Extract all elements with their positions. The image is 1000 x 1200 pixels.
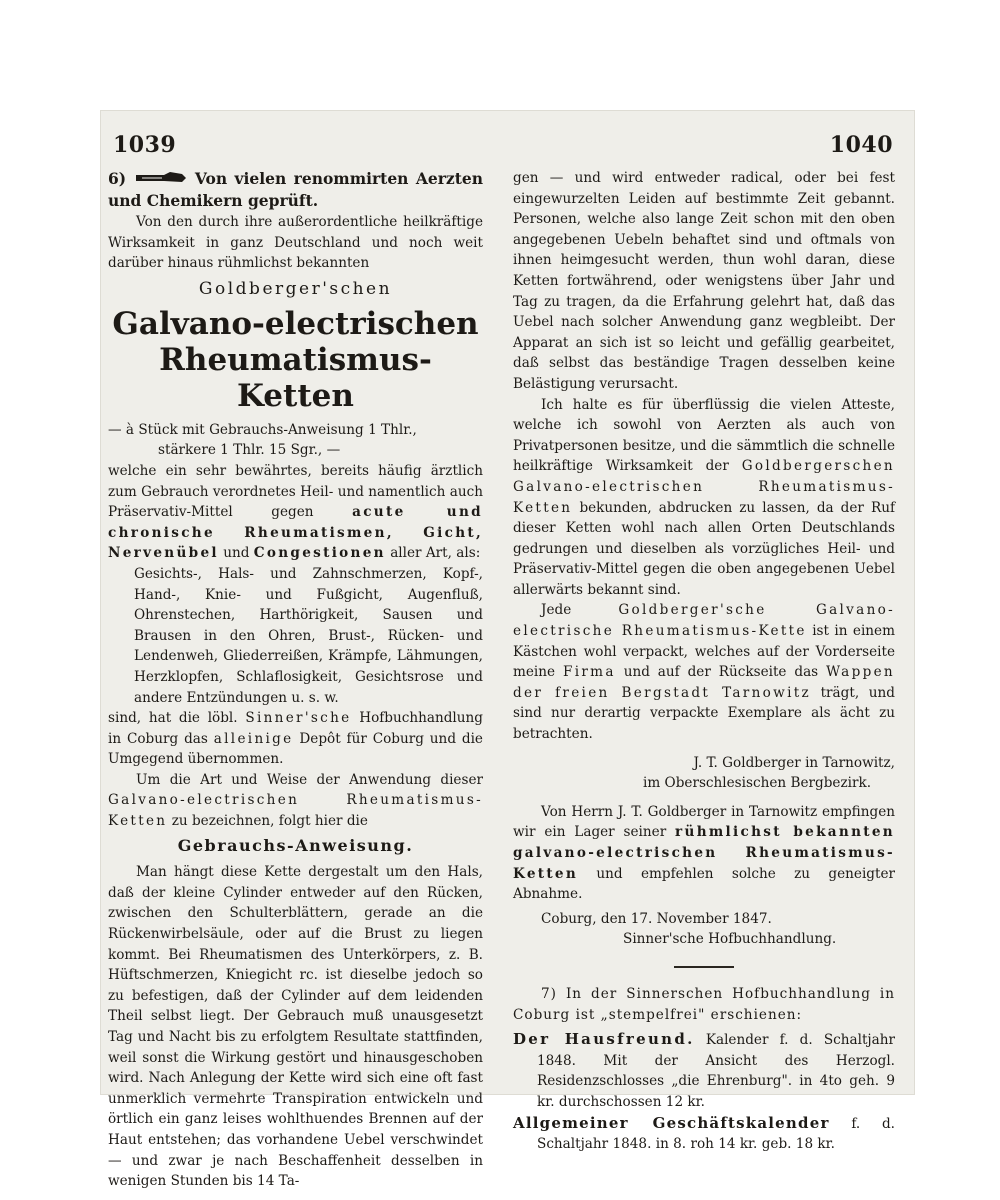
continuation-paragraph: gen — und wird entweder radical, oder bei fest eingewurzelten Leiden auf bestimmte Zeit gebannt. Personen, welche also lange Zeit schon mit den oben angegebenen Uebeln behaftet sind und oftmals von ihnen heimgesucht werden, thun wohl daran, diese Ketten fortwährend, oder wenigstens über Jahr und Tag zu tragen, da die Erfahrung gelehrt hat, daß das Uebel nach solcher Anwendung ganz wegbleibt. Der Apparat an sich ist so leicht und gefällig gearbeitet, daß selbst das beständige Tragen desselben keine Belästigung verursacht.	[513, 170, 895, 392]
attest-text-1: Ich halte es für überflüssig die vielen Atteste, welche ich sowohl von Aerzten als auch von Privatpersonen besitze, und die sämmtlich die schnelle heilkräftige Wirksamkeit der	[513, 396, 895, 475]
packaging-paragraph	[513, 600, 895, 744]
section-divider	[674, 966, 734, 968]
depot-emphasis: alleinige	[213, 730, 294, 747]
price-line-2: stärkere 1 Thlr. 15 Sgr., —	[158, 442, 341, 459]
usage-intro	[108, 770, 483, 832]
page-number-left: 1039	[113, 132, 177, 158]
item-7-heading: 7) In der Sinnerschen Hofbuchhandlung in Coburg ist „stempelfrei" erschienen:	[513, 985, 895, 1023]
notice-text-2: und empfehlen solche zu geneigter Abnahme.	[513, 865, 895, 903]
attest-emphasis: Goldbergerschen Galvano-electrischen Rheumatismus-Ketten	[513, 458, 895, 516]
packaging-emphasis: Goldberger'sche Galvano-electrische Rheumatismus-Kette	[513, 602, 895, 640]
book-entry-1	[513, 1029, 895, 1112]
book-1-details: Kalender f. d. Schaltjahr 1848. Mit der Ansicht des Herzogl. Residenzschlosses „die Ehrenburg". in 4to geh. 9 kr. durchschossen 12 kr.	[537, 1032, 895, 1110]
book-entry-2	[513, 1113, 895, 1155]
date-line: Coburg, den 17. November 1847.	[541, 910, 772, 927]
intro-paragraph: Von den durch ihre außerordentliche heilkräftige Wirksamkeit in ganz Deutschland und noch weit darüber hinaus rühmlichst bekannten	[108, 214, 483, 272]
description-paragraph	[108, 461, 483, 564]
packaging-text-3: und auf der Rückseite das	[623, 664, 819, 681]
book-2-details: f. d. Schaltjahr 1848. in 8. roh 14 kr. geb. 18 kr.	[537, 1115, 895, 1153]
ailments-list: Gesichts-, Hals- und Zahnschmerzen, Kopf-, Hand-, Knie- und Fußgicht, Augenfluß, Ohrenstechen, Harthörigkeit, Sausen und Brausen in den Ohren, Brust-, Rücken- und Lendenweh, Gliederreißen, Krämpfe, Lähmungen, Herzklopfen, Schlaflosigkeit, Gesichtsrose und andere Entzündungen u. s. w.	[134, 565, 483, 706]
depot-paragraph	[108, 708, 483, 770]
signature-line-1: J. T. Goldberger in Tarnowitz,	[693, 754, 895, 771]
instructions-paragraph: Man hängt diese Kette dergestalt um den Hals, daß der kleine Cylinder entweder auf den Rücken, zwischen den Schulterblättern, gerade an die Rückenwirbelsäule, oder auf die Brust zu liegen kommt. Bei Rheumatismen des Unterkörpers, z. B. Hüftschmerzen, Kniegicht rc. ist dieselbe jedoch so zu befestigen, daß der Cylinder auf dem leidenden Theil selbst liegt. Der Gebrauch muß unausgesetzt Tag und Nacht bis zu erfolgtem Resultate stattfinden, weil sonst die Wirkung gestört und hinausgeschoben wird. Nach Anlegung der Kette wird sich eine oft fast unmerklich vermehrte Transpiration entwickeln und örtlich ein ganz leises wohlthuendes Brennen auf der Haut entstehen; das vorhandene Uebel verschwindet — und zwar je nach Beschaffenheit desselben in wenigen Stunden bis 14 Ta-	[108, 864, 483, 1190]
notice-text-1: Von Herrn J. T. Goldberger in Tarnowitz empfingen wir ein Lager seiner	[513, 803, 895, 841]
description-emphasis-2: Congestionen	[253, 545, 386, 562]
packaging-text-1: Jede	[541, 602, 572, 619]
depot-text-2: Hofbuchhandlung in Coburg das	[108, 710, 483, 747]
left-column	[108, 168, 483, 1192]
description-emphasis: acute und chronische Rheumatismen, Gicht, Nervenübel	[108, 504, 483, 562]
packaging-text-2: ist in einem Kästchen wohl verpackt, welches auf der Vorderseite meine	[513, 623, 895, 681]
notice-emphasis: rühmlichst bekannten galvano-electrischen Rheumatismus-Ketten	[513, 824, 895, 882]
right-column	[513, 168, 895, 1155]
attest-text-2: bekunden, abdrucken zu lassen, da der Ruf dieser Ketten wohl nach allen Orten Deutschlands gedrungen und dieselben als vorzügliches Heil- und Präservativ-Mittel gegen die oben angegebenen Uebel allerwärts bekannt sind.	[513, 499, 895, 598]
depot-text-1: sind, hat die löbl.	[108, 710, 238, 727]
packaging-text-4: trägt, und sind nur derartig verpackte Exemplare als ächt zu betrachten.	[513, 684, 895, 743]
product-title: Galvano-electrischen Rheumatismus-Ketten	[112, 305, 479, 414]
book-1-title: Der Hausfreund.	[513, 1030, 695, 1049]
shop-signature: Sinner'sche Hofbuchhandlung.	[623, 931, 837, 948]
product-brand: Goldberger'schen	[198, 278, 393, 299]
description-und: und	[223, 545, 250, 562]
instructions-heading: Gebrauchs-Anweisung.	[177, 835, 414, 855]
book-2-title: Allgemeiner Geschäftskalender	[513, 1113, 830, 1132]
newspaper-page	[100, 110, 915, 1190]
usage-text-2: zu bezeichnen, folgt hier die	[171, 813, 368, 830]
packaging-emphasis-2: Firma	[563, 664, 616, 681]
usage-emphasis: Galvano-electrischen Rheumatismus-Ketten	[108, 792, 483, 830]
notice-paragraph	[513, 802, 895, 905]
packaging-emphasis-3: Wappen der freien Bergstadt Tarnowitz	[513, 664, 895, 701]
depot-name: Sinner'sche	[245, 710, 352, 727]
depot-text-3: Depôt für Coburg und die Umgegend übernommen.	[108, 730, 483, 768]
page-number-right: 1040	[829, 132, 893, 158]
description-text: welche ein sehr bewährtes, bereits häufig ärztlich zum Gebrauch verordnetes Heil- und namentlich auch Präservativ-Mittel gegen	[108, 462, 483, 521]
description-text-2: aller Art, als:	[390, 545, 481, 562]
item-6-title: Von vielen renommirten Aerzten und Chemikern geprüft.	[108, 169, 483, 210]
pointing-hand-icon	[134, 171, 188, 185]
item-number: 6)	[108, 169, 127, 188]
item-6-heading	[108, 168, 483, 212]
attest-paragraph	[513, 395, 895, 601]
usage-text-1: Um die Art und Weise der Anwendung dieser	[136, 771, 483, 788]
signature-line-2: im Oberschlesischen Bergbezirk.	[643, 775, 872, 792]
price-line-1: — à Stück mit Gebrauchs-Anweisung 1 Thlr.,	[108, 421, 417, 438]
